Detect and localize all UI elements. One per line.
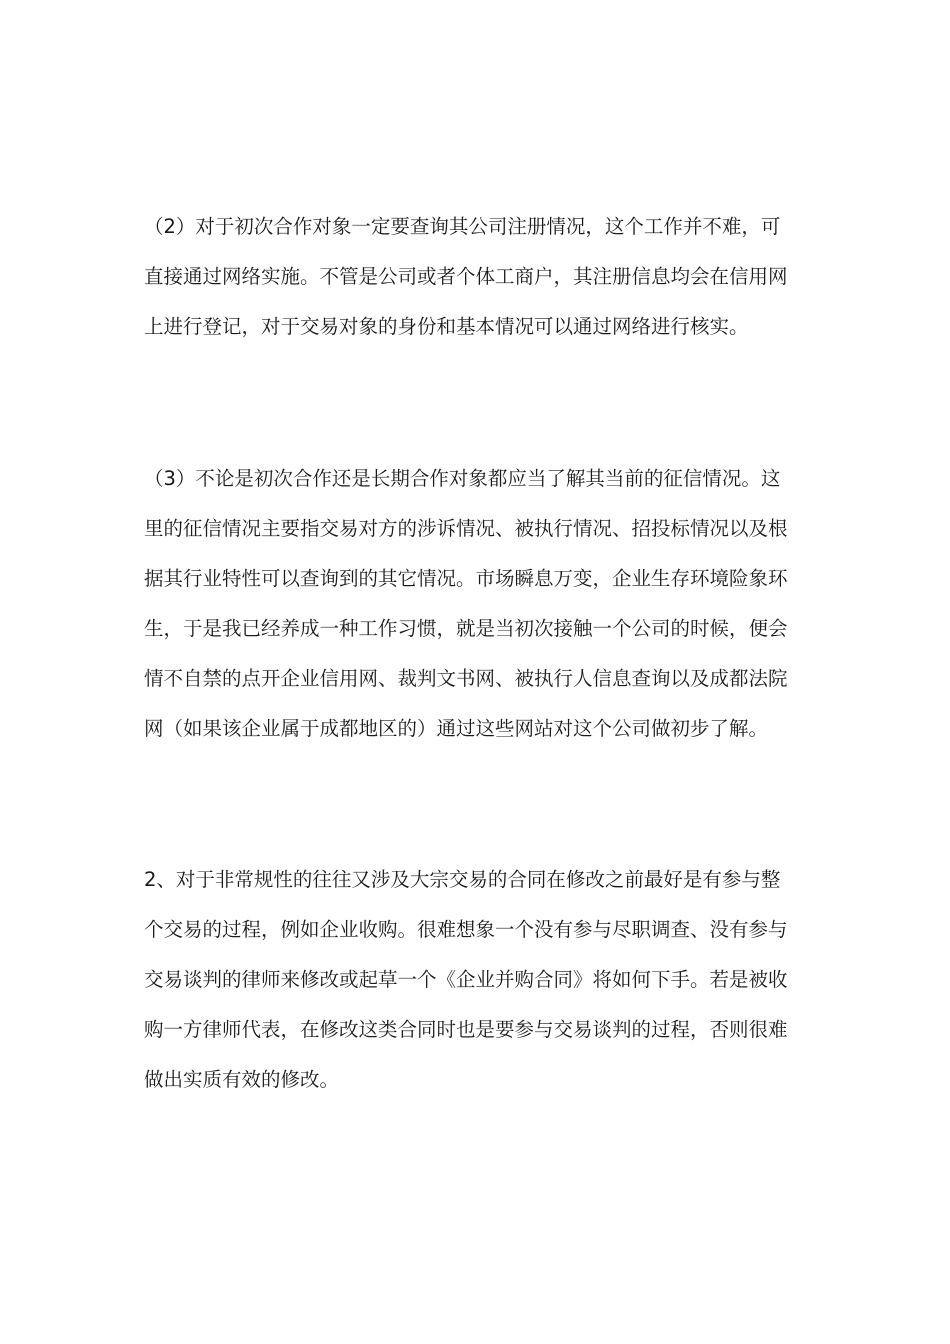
paragraph-line: 2、对于非常规性的往往又涉及大宗交易的合同在修改之前最好是有参与整 bbox=[144, 868, 781, 891]
paragraph-line: 个交易的过程，例如企业收购。很难想象一个没有参与尽职调查、没有参与 bbox=[144, 918, 788, 941]
paragraph-line: （2）对于初次合作对象一定要查询其公司注册情况，这个工作并不难，可 bbox=[144, 215, 781, 238]
paragraph-line: （3）不论是初次合作还是长期合作对象都应当了解其当前的征信情况。这 bbox=[144, 467, 781, 490]
paragraph-line: 直接通过网络实施。不管是公司或者个体工商户，其注册信息均会在信用网 bbox=[144, 265, 788, 288]
paragraph-line: 上进行登记，对于交易对象的身份和基本情况可以通过网络进行核实。 bbox=[144, 315, 749, 338]
paragraph-line: 网（如果该企业属于成都地区的）通过这些网站对这个公司做初步了解。 bbox=[144, 717, 769, 740]
paragraph-line: 生，于是我已经养成一种工作习惯，就是当初次接触一个公司的时候，便会 bbox=[144, 617, 788, 640]
paragraph-line: 情不自禁的点开企业信用网、裁判文书网、被执行人信息查询以及成都法院 bbox=[144, 667, 788, 690]
paragraph-line: 购一方律师代表，在修改这类合同时也是要参与交易谈判的过程，否则很难 bbox=[144, 1018, 788, 1041]
paragraph-line: 据其行业特性可以查询到的其它情况。市场瞬息万变，企业生存环境险象环 bbox=[144, 567, 788, 590]
paragraph-line: 做出实质有效的修改。 bbox=[144, 1068, 340, 1091]
paragraph-line: 里的征信情况主要指交易对方的涉诉情况、被执行情况、招投标情况以及根 bbox=[144, 517, 788, 540]
paragraph-line: 交易谈判的律师来修改或起草一个《企业并购合同》将如何下手。若是被收 bbox=[144, 968, 788, 991]
